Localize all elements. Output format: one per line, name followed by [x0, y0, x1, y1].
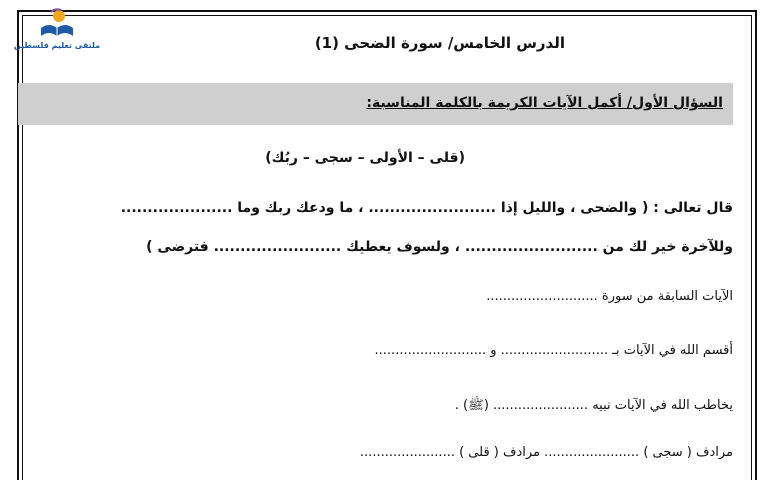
- verse-line-2: وللآخرة خير لك من ......................... ، ولسوف يعطيك ........................ فترضى ): [146, 239, 733, 255]
- question-label: السؤال الأول/ أكمل الآيات الكريمة بالكلمة المناسبة:: [366, 95, 723, 111]
- item-oath: أقسم الله في الآيات بـ .......................... و ...........................: [374, 343, 733, 358]
- item-synonyms: مرادف ( سجى ) ....................... مرادف ( قلى ) .......................: [359, 445, 733, 460]
- logo: [12, 6, 102, 58]
- item-addressee: يخاطب الله في الآيات نبيه ....................... (ﷺ) .: [454, 398, 733, 413]
- word-bank: (قلى – الأولى – سجى – ربُك): [265, 150, 465, 166]
- logo-text: ملتقى تعليم فلسطين: [13, 41, 101, 50]
- book-sun-icon: [37, 6, 77, 40]
- item-surah-name: الآيات السابقة من سورة ...........................: [486, 289, 733, 304]
- question-bar: [18, 83, 733, 125]
- verse-line-1: قال تعالى : ( والضحى ، والليل إذا ........................ ، ما ودعك ربك وما .....................: [120, 200, 733, 216]
- page-title: الدرس الخامس/ سورة الضحى (1): [314, 34, 565, 52]
